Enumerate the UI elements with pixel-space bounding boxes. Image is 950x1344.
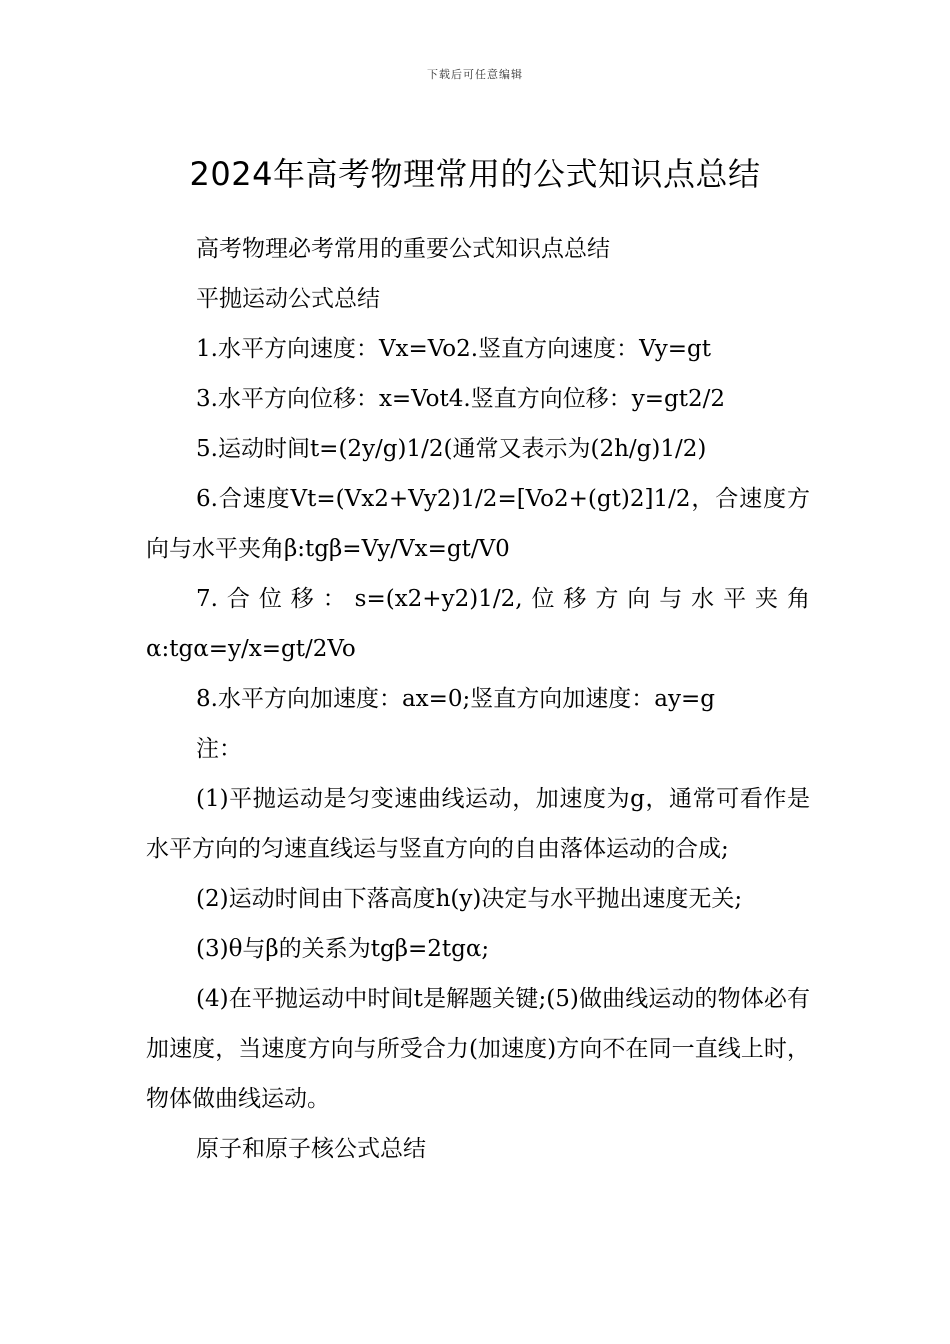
formula-item-6: 6.合速度Vt=(Vx2+Vy2)1/2=[Vo2+(gt)2]1/2，合速度方向与水平夹角β:tgβ=Vy/Vx=gt/V0	[146, 486, 810, 562]
paragraph-intro: 高考物理必考常用的重要公式知识点总结	[196, 236, 610, 262]
document-title: 2024年高考物理常用的公式知识点总结	[189, 155, 761, 194]
document-body	[146, 224, 810, 1174]
note-item-3: (3)θ与β的关系为tgβ=2tgα;	[196, 936, 490, 962]
formula-item-8: 8.水平方向加速度：ax=0;竖直方向加速度：ay=g	[196, 686, 715, 712]
note-item-2: (2)运动时间由下落高度h(y)决定与水平抛出速度无关;	[196, 886, 743, 912]
section-heading-projectile: 平抛运动公式总结	[196, 286, 380, 312]
formula-item-1-2: 1.水平方向速度：Vx=Vo2.竖直方向速度：Vy=gt	[196, 336, 711, 362]
formula-item-5: 5.运动时间t=(2y/g)1/2(通常又表示为(2h/g)1/2)	[196, 436, 707, 462]
note-item-1: (1)平抛运动是匀变速曲线运动，加速度为g，通常可看作是水平方向的匀速直线运与竖直方向的自由落体运动的合成;	[146, 786, 810, 862]
section-heading-atomic: 原子和原子核公式总结	[196, 1136, 426, 1162]
note-label: 注：	[196, 736, 242, 762]
formula-item-3-4: 3.水平方向位移：x=Vot4.竖直方向位移：y=gt2/2	[196, 386, 725, 412]
page-header-note: 下载后可任意编辑	[427, 68, 523, 81]
note-item-4-5: (4)在平抛运动中时间t是解题关键;(5)做曲线运动的物体必有加速度，当速度方向与所受合力(加速度)方向不在同一直线上时，物体做曲线运动。	[146, 986, 810, 1112]
formula-item-7: 7.合位移：s=(x2+y2)1/2,位移方向与水平夹角α:tgα=y/x=gt/2Vo	[146, 586, 810, 662]
